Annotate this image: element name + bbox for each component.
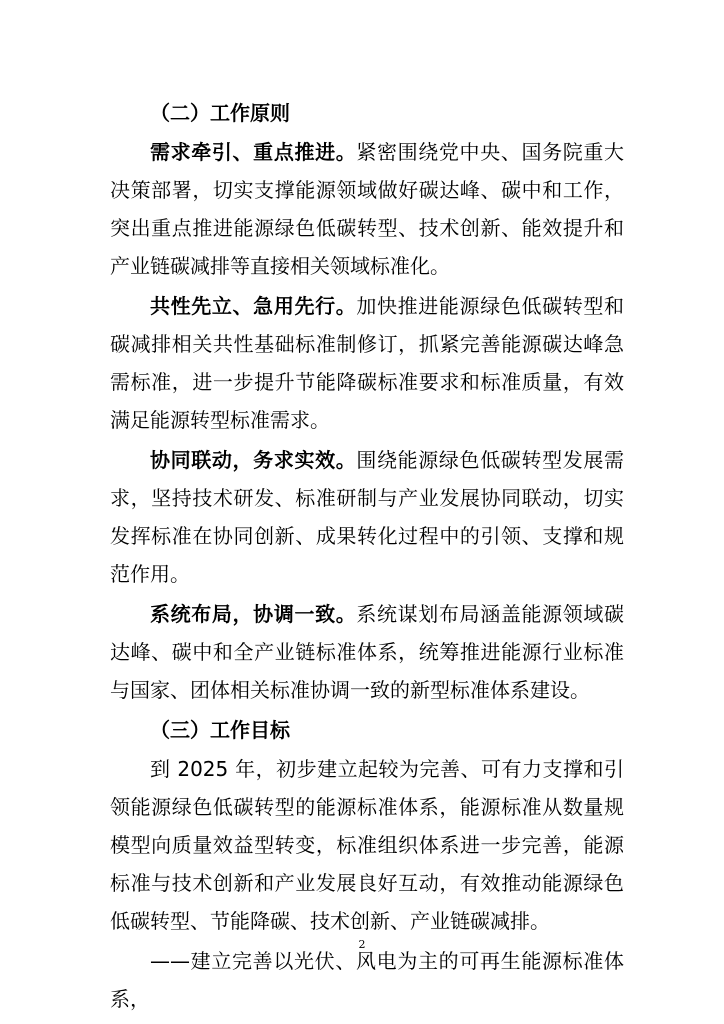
principle-body: 系统谋划布局涵盖能源领域碳达峰、碳中和全产业链标准体系，统筹推进能源行业标准与国家、团体相关标准协调一致的新型标准体系建设。 xyxy=(110,602,625,702)
principle-paragraph-3 xyxy=(110,441,624,593)
page-number: 2 xyxy=(358,938,366,951)
principle-lead: 协同联动，务求实效。 xyxy=(150,448,357,472)
principle-lead: 需求牵引、重点推进。 xyxy=(150,140,357,164)
section-heading-goals: （三）工作目标 xyxy=(150,718,290,742)
goal-paragraph-1: 到 2025 年，初步建立起较为完善、可有力支撑和引领能源绿色低碳转型的能源标准体系，能源标准从数量规模型向质量效益型转变，标准组织体系进一步完善，能源标准与技术创新和产业发展良好互动，有效推动能源绿色低碳转型、节能降碳、技术创新、产业链碳减排。 xyxy=(110,757,624,933)
document-body xyxy=(110,94,624,1020)
principle-paragraph-4 xyxy=(110,595,624,709)
principle-lead: 共性先立、急用先行。 xyxy=(150,294,357,318)
principle-paragraph-1 xyxy=(110,133,624,285)
goal-paragraph-2: ——建立完善以光伏、风电为主的可再生能源标准体系， xyxy=(110,949,624,1011)
principle-body: 围绕能源绿色低碳转型发展需求，坚持技术研发、标准研制与产业发展协同联动，切实发挥标准在协同创新、成果转化过程中的引领、支撑和规范作用。 xyxy=(110,448,625,586)
principle-body: 紧密围绕党中央、国务院重大决策部署，切实支撑能源领域做好碳达峰、碳中和工作，突出重点推进能源绿色低碳转型、技术创新、能效提升和产业链碳减排等直接相关领域标准化。 xyxy=(110,140,625,278)
principle-body: 加快推进能源绿色低碳转型和碳减排相关共性基础标准制修订，抓紧完善能源碳达峰急需标准，进一步提升节能降碳标准要求和标准质量，有效满足能源转型标准需求。 xyxy=(110,294,625,432)
section-heading-principles: （二）工作原则 xyxy=(150,101,290,125)
principle-lead: 系统布局，协调一致。 xyxy=(150,602,357,626)
principle-paragraph-2 xyxy=(110,287,624,439)
